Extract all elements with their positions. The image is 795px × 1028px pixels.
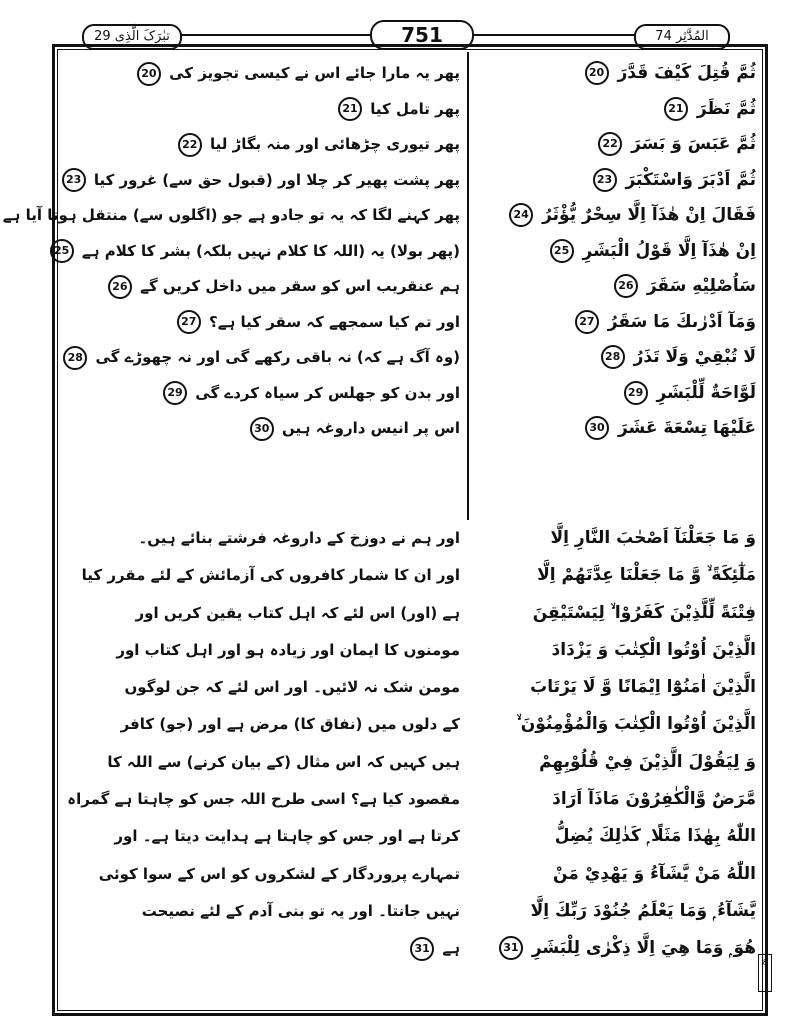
arabic-verse-28 — [478, 340, 756, 376]
arabic-line: الَّذِيْنَ اٰمَنُوْٓا اِيْمَانًا وَّ لَا يَرْتَابَ — [530, 677, 756, 698]
surah-label: المُدَّثِر 74 — [634, 24, 730, 50]
verse-number: 27 — [575, 310, 599, 334]
urdu-line: نہیں جانتا۔ اور یہ تو بنی آدم کے لئے نصیحت — [141, 901, 460, 920]
arabic-verse-20 — [478, 56, 756, 92]
urdu-text: پھر تیوری چڑھائی اور منہ بگاڑ لیا — [209, 135, 460, 153]
arabic-text: ثُمَّ عَبَسَ وَ بَسَرَ — [631, 134, 756, 154]
arabic-text: لَوَّاحَةٌ لِّلْبَشَرِ — [656, 382, 756, 403]
urdu-verse-25 — [54, 234, 460, 270]
arabic-line: الَّذِيْنَ اُوْتُوا الْكِتٰبَ وَالْمُؤْمِنُوْنَ ۙ — [516, 714, 756, 735]
arabic-verse-23 — [478, 163, 756, 199]
urdu-verse-21 — [66, 92, 460, 128]
arabic-text: ثُمَّ نَظَرَ — [696, 98, 756, 119]
urdu-line: تمہارے پروردگار کے لشکروں کو اس کے سوا کوئی — [98, 864, 460, 883]
arabic-line: مَلٰٓئِكَةً ۙ وَّ مَا جَعَلْنَا عِدَّتَهُمْ اِلَّا — [537, 565, 756, 586]
arabic-line-last — [478, 930, 756, 967]
arabic-text: اِنْ هٰذَآ اِلَّا قَوْلُ الْبَشَرِ — [582, 240, 756, 261]
verse-number: 28 — [601, 345, 625, 369]
arabic-verse-26 — [478, 269, 756, 305]
urdu-line: اور ان کا شمار کافروں کی آزمائش کے لئے مقرر کیا — [81, 566, 460, 585]
urdu-column — [2, 56, 460, 447]
verse-number: 27 — [177, 310, 201, 334]
urdu-line: ہیں کہیں کہ اس مثال (کے بیان کرنے) سے اللہ کا — [107, 752, 460, 771]
urdu-text: ہے — [442, 939, 460, 958]
arabic-line: اللّٰهُ بِهٰذَا مَثَلًا ۭ كَذٰلِكَ يُضِلُّ — [554, 826, 756, 847]
arabic-line: الَّذِيْنَ اُوْتُوا الْكِتٰبَ وَ يَزْدَادَ — [551, 639, 756, 660]
arabic-text: وَمَآ اَدْرٰىكَ مَا سَقَرُ — [607, 311, 756, 332]
verse-number: 29 — [624, 381, 648, 405]
juz-label: تبٰرَکَ الَّذِی 29 — [82, 24, 182, 50]
urdu-verse-30 — [66, 411, 460, 447]
urdu-verse-22 — [66, 127, 460, 163]
urdu-text: (وہ آگ ہے کہ) نہ باقی رکھے گی اور نہ چھوڑے گی — [95, 348, 460, 366]
arabic-column — [478, 56, 756, 447]
arabic-text: ثُمَّ قُتِلَ كَيْفَ قَدَّرَ — [617, 63, 756, 83]
urdu-text: اور بدن کو جھلس کر سیاہ کردے گی — [195, 383, 460, 402]
urdu-text: ہم عنقریب اس کو سقر میں داخل کریں گے — [140, 277, 460, 295]
urdu-text: اس پر انیس داروغہ ہیں — [281, 419, 460, 437]
arabic-text: سَاُصْلِيْهِ سَقَرَ — [646, 276, 756, 296]
arabic-line: اللّٰهُ مَنْ يَّشَآءُ وَ يَهْدِيْ مَنْ — [552, 863, 756, 884]
urdu-text: اور تم کیا سمجھے کہ سقر کیا ہے؟ — [209, 312, 460, 331]
verse-number: 24 — [509, 203, 533, 227]
verse-number: 20 — [137, 62, 161, 86]
urdu-verse-23 — [66, 163, 460, 199]
verse-number: 23 — [62, 168, 86, 192]
verse-number: 23 — [593, 168, 617, 192]
arabic-text: ثُمَّ اَدْبَرَ وَاسْتَكْبَرَ — [625, 169, 756, 190]
urdu-verse-28 — [66, 340, 460, 376]
verse-number: 21 — [338, 97, 362, 121]
verse-number: 20 — [585, 61, 609, 85]
verse-number: 22 — [598, 132, 622, 156]
verse-number: 26 — [108, 275, 132, 299]
arabic-line: مَّرَضٌ وَّالْكٰفِرُوْنَ مَاذَآ اَرَادَ — [552, 789, 756, 810]
urdu-line: کے دلوں میں (نفاق کا) مرض ہے اور (جو) کافر — [120, 715, 460, 734]
verse-number: 29 — [163, 381, 187, 405]
urdu-line: مومن شک نہ لائیں۔ اور اس لئے کہ جن لوگوں — [124, 678, 460, 697]
urdu-verse-20 — [66, 56, 460, 92]
arabic-verse-21 — [478, 92, 756, 128]
urdu-line: مومنوں کا ایمان اور زیادہ ہو اور اہل کتاب اور — [116, 640, 460, 659]
arabic-text: لَا تُبْقِيْ وَلَا تَذَرُ — [633, 347, 756, 367]
arabic-text: هُوَ ۭ وَمَا هِيَ اِلَّا ذِكْرٰى لِلْبَشَرِ — [531, 938, 756, 959]
urdu-verse-26 — [66, 269, 460, 305]
arabic-verse-27 — [478, 305, 756, 341]
urdu-text: پھر تامل کیا — [370, 99, 460, 118]
verse-number: 21 — [664, 97, 688, 121]
column-divider — [467, 52, 469, 520]
urdu-text: پھر یہ مارا جائے اس نے کیسی تجویز کی — [169, 64, 460, 82]
arabic-line: يَّشَآءُ ۭ وَمَا يَعْلَمُ جُنُوْدَ رَبِّكَ اِلَّا — [530, 900, 756, 921]
verse-number: 25 — [550, 239, 574, 263]
urdu-line: مقصود کیا ہے؟ اسی طرح اللہ جس کو چاہتا ہے گمراہ — [67, 790, 460, 809]
verse-number: 22 — [178, 133, 202, 157]
arabic-verse-25 — [478, 234, 756, 270]
arabic-line: فِتْنَةً لِّلَّذِيْنَ كَفَرُوْا ۙ لِيَسْتَيْقِنَ — [532, 602, 756, 623]
urdu-line: ہے (اور) اس لئے کہ اہل کتاب یقین کریں اور — [135, 603, 460, 622]
arabic-text: فَقَالَ اِنْ هٰذَآ اِلَّا سِحْرٌ يُّؤْثَرُ — [542, 205, 756, 225]
verse-number: 31 — [410, 937, 434, 961]
arabic-line: وَ لِيَقُوْلَ الَّذِيْنَ فِيْ قُلُوْبِهِمْ — [539, 751, 756, 772]
urdu-verse-24 — [2, 198, 460, 234]
verse-number: 30 — [250, 417, 274, 441]
urdu-text: پھر کہنے لگا کہ یہ تو جادو ہے جو (اگلوں سے) منتقل ہوتا آیا ہے — [2, 206, 460, 224]
urdu-text: پھر پشت پھیر کر چلا اور (قبول حق سے) غرور کیا — [93, 170, 460, 189]
urdu-text: (پھر بولا) یہ (اللہ کا کلام نہیں بلکہ) بشر کا کلام ہے — [81, 241, 460, 260]
arabic-verse-24 — [478, 198, 756, 234]
verse-number: 28 — [63, 346, 87, 370]
verse-number: 30 — [585, 416, 609, 440]
urdu-line: کرتا ہے اور جس کو چاہتا ہے ہدایت دیتا ہے۔ اور — [114, 827, 460, 846]
arabic-verse-31 — [478, 520, 756, 968]
arabic-verse-29 — [478, 376, 756, 412]
verse-number: 26 — [614, 274, 638, 298]
verse-number: 31 — [499, 936, 523, 960]
urdu-verse-27 — [66, 305, 460, 341]
arabic-text: عَلَيْهَا تِسْعَةَ عَشَرَ — [617, 418, 756, 438]
urdu-verse-31 — [66, 520, 460, 968]
arabic-verse-22 — [478, 127, 756, 163]
urdu-line: اور ہم نے دوزخ کے داروغہ فرشتے بنائے ہیں۔ — [138, 529, 460, 547]
arabic-line: وَ مَا جَعَلْنَآ اَصْحٰبَ النَّارِ اِلَّا — [550, 528, 756, 548]
page-number: 751 — [370, 20, 474, 50]
urdu-verse-29 — [66, 376, 460, 412]
verse-number: 25 — [50, 239, 74, 263]
urdu-line-last — [66, 930, 460, 967]
arabic-verse-30 — [478, 411, 756, 447]
ruku-mark: ع — [758, 954, 772, 992]
